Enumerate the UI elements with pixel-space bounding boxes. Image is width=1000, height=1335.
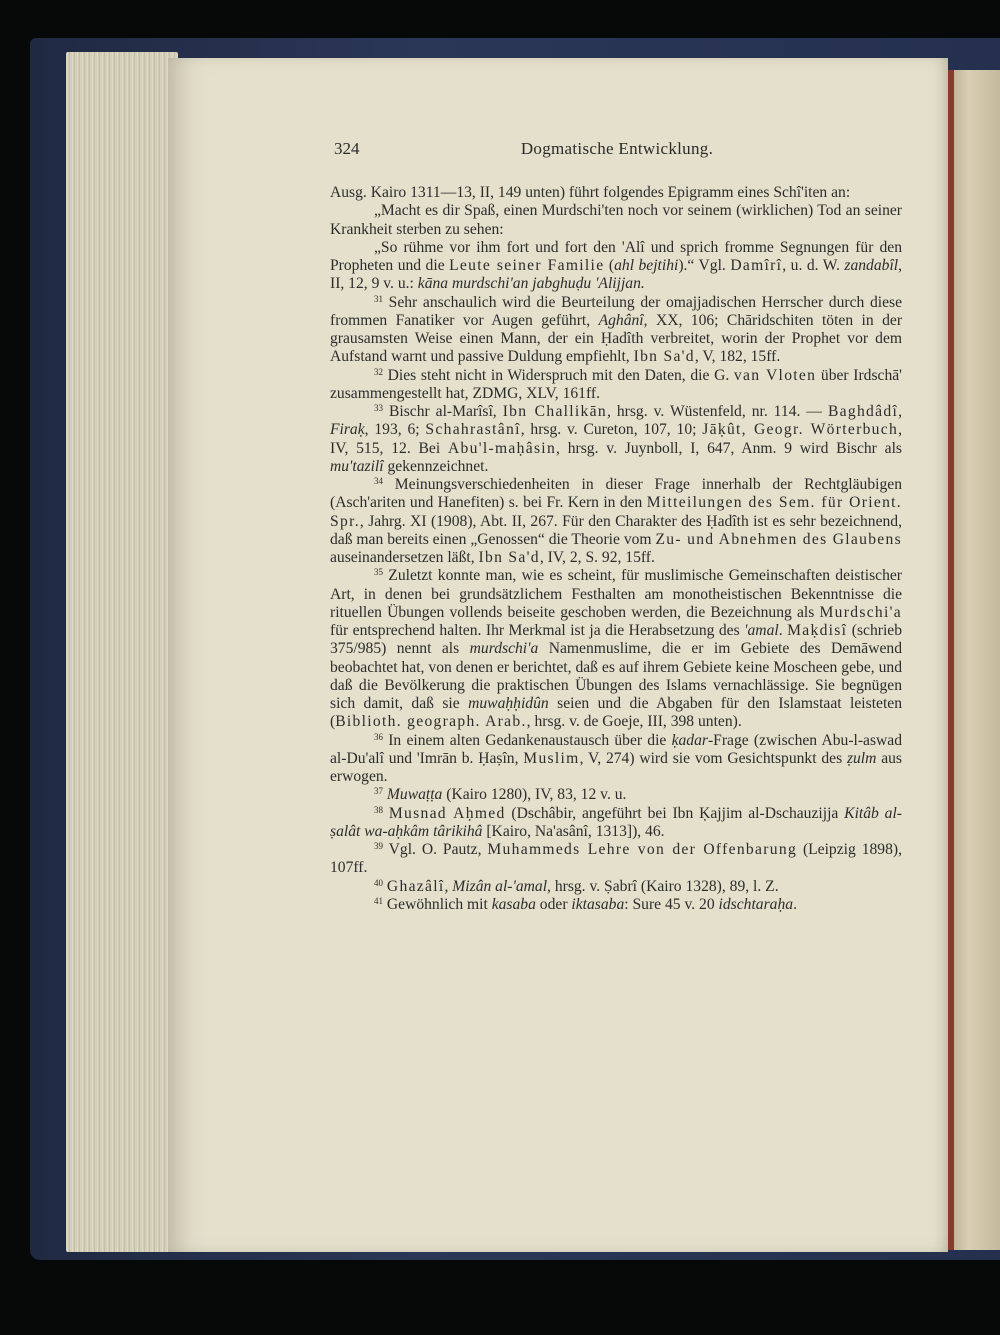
footnote-33: $^{33}$ Bischr al-Marîsî, Ibn Challikān, hrsg. v. Wüstenfeld, nr. 114. — Baghdâdî, Firaḳ, 193, 6; Schahrastânî, hrsg. v. Cureton, 107, 10; Jāḳût, Geogr. Wörterbuch, IV, 515, 12. Bei Abu'l-maḥâsin, hrsg. v. Juynboll, I, 647, Anm. 9 wird Bischr als mu'tazilî gekennzeichnet. bbox=[330, 403, 903, 475]
footnote-41: $^{41}$ Gewöhnlich mit kasaba oder iktasaba: Sure 45 v. 20 idschtaraḥa. bbox=[374, 895, 797, 913]
footnote-number: 41 bbox=[374, 895, 383, 906]
footnote-31: $^{31}$ Sehr anschaulich wird die Beurteilung der omajjadischen Herrscher durch diese frommen Fanatiker vor Augen geführt, Aghânî, XX, 106; Chāridschiten töten in der grausamsten Weise einen Mann, der ein Ḥadîth verbreitet, worin der Prophet vor dem Aufstand warnt und passive Duldung empfiehlt, Ibn Sa'd, V, 182, 15ff. bbox=[330, 293, 903, 366]
footnote-40: $^{40}$ Ghazâlî, Mizân al-'amal, hrsg. v. Ṣabrî (Kairo 1328), 89, l. Z. bbox=[374, 877, 779, 895]
page-edges bbox=[66, 52, 178, 1252]
epigram-line-1: „Macht es dir Spaß, einen Murdschi'ten noch vor seinem (wirklichen) Tod an seiner Krankheit sterben zu sehen: bbox=[330, 202, 902, 238]
footnote-number: 39 bbox=[374, 841, 383, 851]
footnote-number: 33 bbox=[374, 403, 383, 413]
page-header bbox=[334, 139, 900, 163]
epigram-line-2: „So rühme vor ihm fort und fort den 'Alî und sprich fromme Segnungen für den Propheten und die Leute seiner Familie (ahl bejtihi).“ Vgl. Damîrî, u. d. W. zandabîl, II, 12, 9 v. u.: kāna murdschi'an jabghuḍu 'Alijjan. bbox=[330, 238, 903, 293]
footnote-number: 40 bbox=[374, 877, 383, 888]
footnote-number: 31 bbox=[374, 293, 383, 304]
footnote-36: $^{36}$ In einem alten Gedankenaustausch über die ḳadar-Frage (zwischen Abu-l-aswad al-Du'alî und 'Imrān b. Ḥaṣîn, Muslim, V, 274) wird sie vom Gesichtspunkt des ẓulm aus erwogen. bbox=[330, 731, 903, 785]
footnote-35: $^{35}$ Zuletzt konnte man, wie es scheint, für muslimische Gemeinschaften deistischer Art, in denen bei grundsätzlichem Festhalten am monotheistischen Bekenntnisse die rituellen Übungen vollends beiseite geschoben werden, die Bezeichnung als Murdschi'a für entsprechend halten. Ihr Merkmal ist ja die Herabsetzung des 'amal. Maḳdisî (schrieb 375/985) nennt als murdschi'a Namenmuslime, die er im Gebiete des Demāwend beobachtet hat, von denen er berichtet, daß es auf ihrem Gebiete keine Moscheen gebe, und daß die Bevölkerung die praktischen Übungen des Islams vernachlässige. Sie begnügen sich damit, daß sie muwaḥḥidûn seien und die Abgaben für den Islamstaat leisteten (Biblioth. geograph. Arab., hrsg. v. de Goeje, III, 398 unten). bbox=[330, 567, 903, 731]
footnote-number: 38 bbox=[374, 804, 383, 815]
footnote-39: $^{39}$ Vgl. O. Pautz, Muhammeds Lehre von der Offenbarung (Leipzig 1898), 107ff. bbox=[330, 841, 902, 877]
footnote-number: 35 bbox=[374, 567, 383, 578]
continuation-paragraph: Ausg. Kairo 1311—13, II, 149 unten) führt folgendes Epigramm eines Schî'iten an: bbox=[330, 184, 851, 201]
footnote-38: $^{38}$ Musnad Aḥmed (Dschâbir, angeführt bei Ibn Ḳajjim al-Dschauzijja Kitâb al-ṣalât wa-aḥkâm târikihâ [Kairo, Na'asânî, 1313]), 46. bbox=[330, 804, 902, 840]
footnote-37: $^{37}$ Muwaṭṭa (Kairo 1280), IV, 83, 12 v. u. bbox=[374, 786, 627, 804]
footnote-number: 32 bbox=[374, 366, 383, 377]
footnote-number: 37 bbox=[374, 786, 383, 797]
footnote-34: $^{34}$ Meinungsverschiedenheiten in dieser Frage innerhalb der Rechtgläubigen (Asch'ariten und Hanefiten) s. bei Fr. Kern in den Mitteilungen des Sem. für Orient. Spr., Jahrg. XI (1908), Abt. II, 267. Für den Charakter des Ḥadîth ist es sehr bezeichnend, daß man bereits einen „Genossen“ die Theorie vom Zu- und Abnehmen des Glaubens auseinandersetzen läßt, Ibn Sa'd, IV, 2, S. 92, 15ff. bbox=[330, 476, 902, 566]
running-head: Dogmatische Entwicklung. bbox=[520, 139, 714, 158]
red-edge bbox=[948, 70, 954, 1250]
footnote-32: $^{32}$ Dies steht nicht in Widerspruch mit den Daten, die G. van Vloten über Irdschā' zusammengestellt hat, ZDMG, XLV, 161ff. bbox=[330, 366, 902, 402]
footnote-number: 34 bbox=[374, 476, 383, 486]
footnote-number: 36 bbox=[374, 731, 383, 742]
page-number: 324 bbox=[334, 139, 360, 158]
facing-page-edge bbox=[948, 70, 1000, 1250]
footnote-text bbox=[330, 184, 902, 914]
